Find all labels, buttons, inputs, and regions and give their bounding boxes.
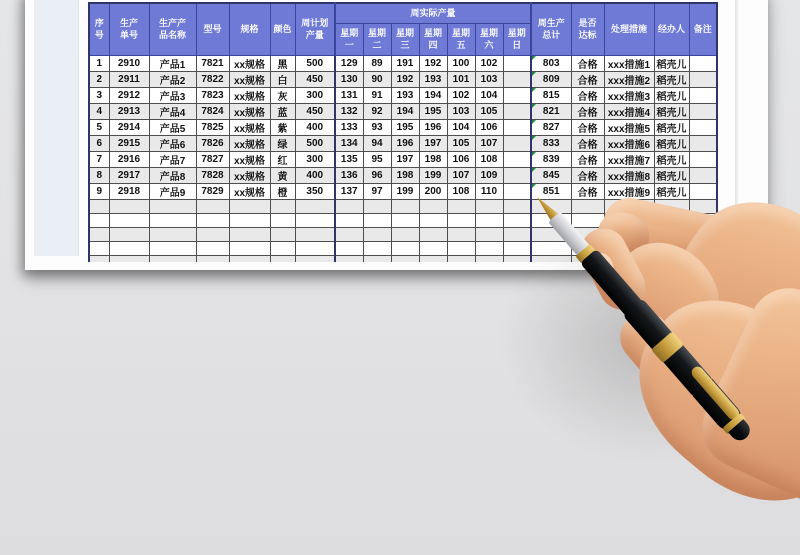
cell[interactable] — [295, 228, 335, 242]
cell[interactable]: 103 — [447, 104, 475, 120]
cell[interactable]: 绿 — [270, 136, 295, 152]
col-header-static-1[interactable]: 生产 单号 — [109, 3, 149, 56]
cell[interactable] — [89, 200, 109, 214]
cell[interactable]: 193 — [419, 72, 447, 88]
cell[interactable] — [475, 256, 503, 263]
cell[interactable] — [149, 214, 196, 228]
cell[interactable]: 133 — [335, 120, 363, 136]
cell[interactable]: 131 — [335, 88, 363, 104]
cell[interactable] — [447, 200, 475, 214]
col-header-week-3[interactable]: 星期 四 — [419, 24, 447, 56]
cell[interactable]: 199 — [391, 184, 419, 200]
cell[interactable]: 7821 — [196, 56, 229, 72]
cell[interactable]: 105 — [475, 104, 503, 120]
cell[interactable] — [503, 200, 531, 214]
cell[interactable] — [475, 242, 503, 256]
cell[interactable] — [229, 200, 270, 214]
cell[interactable]: 845 — [531, 168, 571, 184]
cell[interactable]: xx规格 — [229, 136, 270, 152]
cell[interactable]: 黑 — [270, 56, 295, 72]
cell[interactable]: 7826 — [196, 136, 229, 152]
cell[interactable]: xxx措施3 — [604, 88, 654, 104]
cell[interactable]: 109 — [475, 168, 503, 184]
cell[interactable]: 稻壳儿 — [654, 88, 689, 104]
cell[interactable] — [270, 228, 295, 242]
cell[interactable]: 106 — [475, 120, 503, 136]
cell[interactable]: 89 — [363, 56, 391, 72]
cell[interactable]: 195 — [419, 104, 447, 120]
cell[interactable] — [335, 256, 363, 263]
cell[interactable]: 2915 — [109, 136, 149, 152]
col-header-static-6[interactable]: 周计划 产量 — [295, 3, 335, 56]
cell[interactable]: xx规格 — [229, 104, 270, 120]
cell[interactable] — [89, 214, 109, 228]
header-row-top — [89, 3, 717, 24]
cell[interactable]: 400 — [295, 168, 335, 184]
cell[interactable] — [196, 228, 229, 242]
cell[interactable] — [335, 214, 363, 228]
cell[interactable]: 450 — [295, 72, 335, 88]
cell[interactable] — [447, 242, 475, 256]
cell[interactable] — [229, 256, 270, 263]
cell[interactable]: 136 — [335, 168, 363, 184]
cell[interactable] — [109, 214, 149, 228]
cell[interactable]: 4 — [89, 104, 109, 120]
cell[interactable]: 产品5 — [149, 120, 196, 136]
cell[interactable]: 196 — [419, 120, 447, 136]
cell[interactable]: 500 — [295, 136, 335, 152]
col-header-week-2[interactable]: 星期 三 — [391, 24, 419, 56]
col-header-static-3[interactable]: 型号 — [196, 3, 229, 56]
cell[interactable]: xxx措施7 — [604, 152, 654, 168]
cell[interactable]: 产品2 — [149, 72, 196, 88]
cell[interactable] — [503, 104, 531, 120]
cell[interactable] — [196, 214, 229, 228]
cell[interactable]: 815 — [531, 88, 571, 104]
cell[interactable]: 产品6 — [149, 136, 196, 152]
cell[interactable]: 132 — [335, 104, 363, 120]
cell[interactable] — [270, 256, 295, 263]
col-header-right-4[interactable]: 备注 — [689, 3, 717, 56]
cell[interactable] — [270, 214, 295, 228]
cell[interactable] — [503, 152, 531, 168]
cell[interactable]: 7825 — [196, 120, 229, 136]
cell[interactable] — [335, 200, 363, 214]
cell[interactable]: 稻壳儿 — [654, 152, 689, 168]
cell[interactable] — [149, 228, 196, 242]
cell[interactable]: 3 — [89, 88, 109, 104]
cell[interactable]: 827 — [531, 120, 571, 136]
cell[interactable]: 350 — [295, 184, 335, 200]
cell[interactable]: 300 — [295, 152, 335, 168]
cell[interactable] — [149, 256, 196, 263]
cell[interactable] — [109, 228, 149, 242]
cell[interactable]: 2913 — [109, 104, 149, 120]
cell[interactable]: xxx措施5 — [604, 120, 654, 136]
cell[interactable]: xx规格 — [229, 88, 270, 104]
cell[interactable]: 300 — [295, 88, 335, 104]
cell[interactable]: 198 — [419, 152, 447, 168]
cell[interactable]: 192 — [419, 56, 447, 72]
cell[interactable] — [503, 136, 531, 152]
table-row — [89, 168, 717, 184]
cell[interactable]: 红 — [270, 152, 295, 168]
cell[interactable]: xx规格 — [229, 168, 270, 184]
cell[interactable] — [571, 200, 604, 214]
cell[interactable] — [229, 228, 270, 242]
cell[interactable] — [391, 242, 419, 256]
cell[interactable] — [229, 242, 270, 256]
cell[interactable]: 821 — [531, 104, 571, 120]
cell[interactable]: 合格 — [571, 56, 604, 72]
cell[interactable]: 灰 — [270, 88, 295, 104]
cell[interactable] — [335, 242, 363, 256]
table-row — [89, 72, 717, 88]
cell[interactable]: 108 — [475, 152, 503, 168]
cell[interactable]: 90 — [363, 72, 391, 88]
cell[interactable] — [391, 256, 419, 263]
cell[interactable] — [363, 242, 391, 256]
cell[interactable]: 稻壳儿 — [654, 184, 689, 200]
cell[interactable]: 104 — [447, 120, 475, 136]
cell[interactable] — [196, 242, 229, 256]
cell[interactable]: xx规格 — [229, 120, 270, 136]
cell[interactable]: 产品4 — [149, 104, 196, 120]
cell[interactable]: 2912 — [109, 88, 149, 104]
cell[interactable]: 851 — [531, 184, 571, 200]
cell[interactable]: xxx措施6 — [604, 136, 654, 152]
cell[interactable] — [363, 228, 391, 242]
cell[interactable]: 195 — [391, 120, 419, 136]
cell[interactable]: 稻壳儿 — [654, 104, 689, 120]
cell[interactable]: 紫 — [270, 120, 295, 136]
cell[interactable]: 合格 — [571, 152, 604, 168]
cell[interactable]: 105 — [447, 136, 475, 152]
col-header-week-0[interactable]: 星期 一 — [335, 24, 363, 56]
table-row — [89, 104, 717, 120]
cell[interactable] — [89, 242, 109, 256]
cell[interactable] — [363, 256, 391, 263]
cell[interactable] — [689, 136, 717, 152]
cell[interactable] — [149, 200, 196, 214]
table-row — [89, 136, 717, 152]
cell[interactable]: 7822 — [196, 72, 229, 88]
cell[interactable]: 833 — [531, 136, 571, 152]
cell[interactable]: 134 — [335, 136, 363, 152]
cell[interactable] — [689, 168, 717, 184]
cell[interactable] — [503, 56, 531, 72]
cell[interactable]: 7 — [89, 152, 109, 168]
col-header-week-4[interactable]: 星期 五 — [447, 24, 475, 56]
cell[interactable]: 108 — [447, 184, 475, 200]
cell[interactable] — [447, 256, 475, 263]
cell[interactable]: 191 — [391, 56, 419, 72]
cell[interactable]: 产品7 — [149, 152, 196, 168]
cell[interactable]: 97 — [363, 184, 391, 200]
cell[interactable]: 104 — [475, 88, 503, 104]
cell[interactable]: 197 — [419, 136, 447, 152]
cell[interactable]: 2 — [89, 72, 109, 88]
cell[interactable] — [419, 242, 447, 256]
cell[interactable]: 500 — [295, 56, 335, 72]
cell[interactable] — [503, 120, 531, 136]
cell[interactable]: 197 — [391, 152, 419, 168]
cell[interactable] — [689, 104, 717, 120]
cell[interactable]: 95 — [363, 152, 391, 168]
cell[interactable] — [196, 256, 229, 263]
cell[interactable]: 194 — [391, 104, 419, 120]
col-header-static-0[interactable]: 序 号 — [89, 3, 109, 56]
cell[interactable] — [503, 88, 531, 104]
cell[interactable]: 稻壳儿 — [654, 56, 689, 72]
cell[interactable]: 2910 — [109, 56, 149, 72]
cell[interactable]: 8 — [89, 168, 109, 184]
cell[interactable] — [475, 228, 503, 242]
cell[interactable] — [689, 184, 717, 200]
cell[interactable]: 400 — [295, 120, 335, 136]
cell[interactable]: 137 — [335, 184, 363, 200]
cell[interactable] — [295, 214, 335, 228]
cell[interactable]: 135 — [335, 152, 363, 168]
cell[interactable]: xxx措施1 — [604, 56, 654, 72]
cell[interactable] — [419, 200, 447, 214]
cell[interactable]: 107 — [447, 168, 475, 184]
cell[interactable]: 产品8 — [149, 168, 196, 184]
cell[interactable]: 196 — [391, 136, 419, 152]
cell[interactable]: 9 — [89, 184, 109, 200]
cell[interactable] — [475, 200, 503, 214]
cell[interactable]: xxx措施2 — [604, 72, 654, 88]
cell[interactable] — [295, 256, 335, 263]
cell[interactable]: 7829 — [196, 184, 229, 200]
cell[interactable]: 110 — [475, 184, 503, 200]
cell[interactable] — [109, 242, 149, 256]
cell[interactable]: 102 — [447, 88, 475, 104]
cell[interactable]: 103 — [475, 72, 503, 88]
cell[interactable]: 839 — [531, 152, 571, 168]
cell[interactable]: xx规格 — [229, 184, 270, 200]
cell[interactable]: 450 — [295, 104, 335, 120]
col-header-static-2[interactable]: 生产产 品名称 — [149, 3, 196, 56]
cell[interactable] — [447, 228, 475, 242]
cell[interactable] — [229, 214, 270, 228]
cell[interactable]: 7824 — [196, 104, 229, 120]
cell[interactable]: xx规格 — [229, 152, 270, 168]
cell[interactable]: 129 — [335, 56, 363, 72]
cell[interactable]: 7827 — [196, 152, 229, 168]
cell[interactable]: 107 — [475, 136, 503, 152]
table-row — [89, 88, 717, 104]
cell[interactable] — [89, 228, 109, 242]
cell[interactable]: 5 — [89, 120, 109, 136]
cell[interactable]: 106 — [447, 152, 475, 168]
cell[interactable]: 91 — [363, 88, 391, 104]
cell[interactable] — [196, 200, 229, 214]
col-header-right-2[interactable]: 处理措施 — [604, 3, 654, 56]
cell[interactable]: 92 — [363, 104, 391, 120]
cell[interactable]: 橙 — [270, 184, 295, 200]
table-row — [89, 184, 717, 200]
table-row — [89, 120, 717, 136]
cell[interactable] — [447, 214, 475, 228]
cell[interactable]: 合格 — [571, 120, 604, 136]
cell[interactable]: 803 — [531, 56, 571, 72]
cell[interactable]: 7828 — [196, 168, 229, 184]
cell[interactable] — [419, 228, 447, 242]
col-header-right-3[interactable]: 经办人 — [654, 3, 689, 56]
cell[interactable]: 2911 — [109, 72, 149, 88]
cell[interactable] — [503, 184, 531, 200]
table-row — [89, 56, 717, 72]
cell[interactable] — [391, 228, 419, 242]
cell[interactable]: xx规格 — [229, 72, 270, 88]
cell[interactable]: 199 — [419, 168, 447, 184]
cell[interactable]: 合格 — [571, 136, 604, 152]
cell[interactable]: 2916 — [109, 152, 149, 168]
cell[interactable]: 6 — [89, 136, 109, 152]
cell[interactable]: 2917 — [109, 168, 149, 184]
cell[interactable] — [363, 200, 391, 214]
cell[interactable]: 稻壳儿 — [654, 120, 689, 136]
cell[interactable] — [475, 214, 503, 228]
cell[interactable] — [419, 256, 447, 263]
cell[interactable]: xxx措施9 — [604, 184, 654, 200]
cell[interactable]: 2918 — [109, 184, 149, 200]
cell[interactable] — [689, 120, 717, 136]
col-header-week-1[interactable]: 星期 二 — [363, 24, 391, 56]
col-header-right-1[interactable]: 是否 达标 — [571, 3, 604, 56]
cell[interactable]: 产品9 — [149, 184, 196, 200]
cell[interactable]: 1 — [89, 56, 109, 72]
cell[interactable] — [89, 256, 109, 263]
col-header-week-5[interactable]: 星期 六 — [475, 24, 503, 56]
cell[interactable]: 194 — [419, 88, 447, 104]
col-header-static-4[interactable]: 规格 — [229, 3, 270, 56]
cell[interactable]: 合格 — [571, 168, 604, 184]
cell[interactable]: 2914 — [109, 120, 149, 136]
cell[interactable] — [419, 214, 447, 228]
cell[interactable] — [689, 88, 717, 104]
cell[interactable]: 产品3 — [149, 88, 196, 104]
cell[interactable]: 合格 — [571, 104, 604, 120]
cell[interactable]: 198 — [391, 168, 419, 184]
paper-left-margin — [34, 0, 79, 256]
cell[interactable] — [391, 200, 419, 214]
cell[interactable]: 稻壳儿 — [654, 72, 689, 88]
cell[interactable]: 合格 — [571, 72, 604, 88]
cell[interactable]: 200 — [419, 184, 447, 200]
col-header-week-6[interactable]: 星期 日 — [503, 24, 531, 56]
cell[interactable]: 产品1 — [149, 56, 196, 72]
cell[interactable]: 合格 — [571, 88, 604, 104]
cell[interactable] — [149, 242, 196, 256]
cell[interactable]: 94 — [363, 136, 391, 152]
cell[interactable] — [295, 200, 335, 214]
cell[interactable]: 合格 — [571, 184, 604, 200]
cell[interactable]: xxx措施8 — [604, 168, 654, 184]
cell[interactable]: 96 — [363, 168, 391, 184]
cell[interactable] — [689, 152, 717, 168]
table-row — [89, 152, 717, 168]
cell[interactable]: 稻壳儿 — [654, 136, 689, 152]
cell[interactable]: 黄 — [270, 168, 295, 184]
cell[interactable]: 809 — [531, 72, 571, 88]
cell[interactable]: 192 — [391, 72, 419, 88]
cell[interactable]: 101 — [447, 72, 475, 88]
cell[interactable]: 稻壳儿 — [654, 168, 689, 184]
cell[interactable]: 130 — [335, 72, 363, 88]
cell[interactable]: xxx措施4 — [604, 104, 654, 120]
cell[interactable] — [503, 72, 531, 88]
cell[interactable]: 蓝 — [270, 104, 295, 120]
cell[interactable]: 93 — [363, 120, 391, 136]
cell[interactable]: 102 — [475, 56, 503, 72]
cell[interactable] — [689, 72, 717, 88]
cell[interactable] — [109, 200, 149, 214]
cell[interactable] — [335, 228, 363, 242]
cell[interactable] — [689, 56, 717, 72]
cell[interactable] — [391, 214, 419, 228]
col-header-week-group[interactable]: 周实际产量 — [335, 3, 531, 24]
cell[interactable]: 7823 — [196, 88, 229, 104]
cell[interactable] — [109, 256, 149, 263]
cell[interactable] — [503, 168, 531, 184]
col-header-static-5[interactable]: 颜色 — [270, 3, 295, 56]
cell[interactable] — [363, 214, 391, 228]
cell[interactable]: 193 — [391, 88, 419, 104]
cell[interactable] — [270, 242, 295, 256]
col-header-right-0[interactable]: 周生产 总计 — [531, 3, 571, 56]
cell[interactable]: 白 — [270, 72, 295, 88]
cell[interactable] — [270, 200, 295, 214]
cell[interactable]: xx规格 — [229, 56, 270, 72]
cell[interactable]: 100 — [447, 56, 475, 72]
cell[interactable] — [295, 242, 335, 256]
